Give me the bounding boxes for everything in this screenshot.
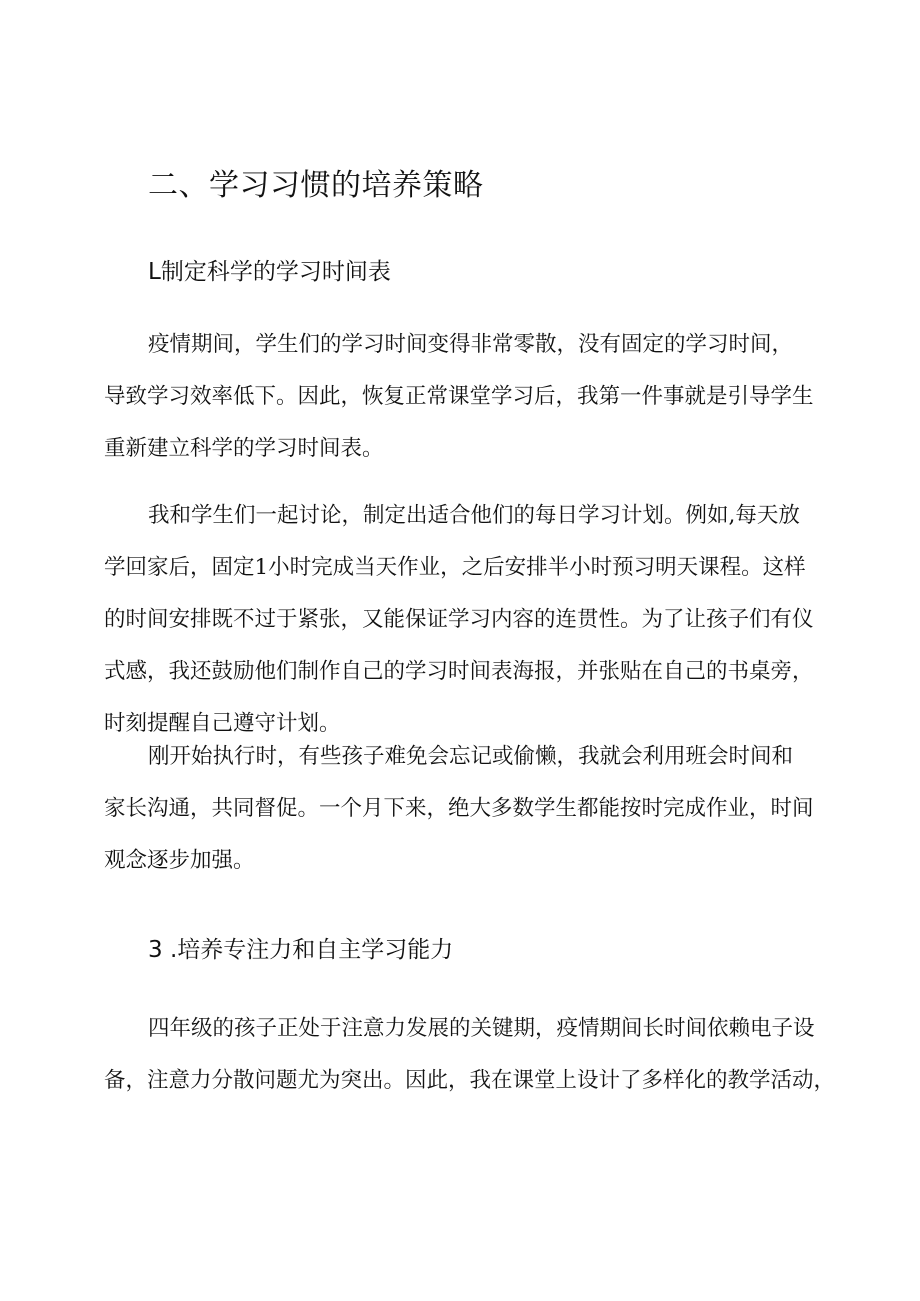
paragraph — [104, 490, 824, 750]
subsection-heading-1: L制定科学的学习时间表 — [148, 259, 391, 285]
paragraph-line: 家长沟通，共同督促。一个月下来，绝大多数学生都能按时完成作业，时间 — [104, 796, 814, 821]
paragraph-line: 备，注意力分散问题尤为突出。因此，我在课堂上设计了多样化的教学活动， — [104, 1068, 836, 1093]
paragraph-line: 刚开始执行时，有些孩子难免会忘记或偷懒，我就会利用班会时间和 — [148, 744, 794, 769]
paragraph — [104, 731, 824, 887]
paragraph-line: 式感，我还鼓励他们制作自己的学习时间表海报，并张贴在自己的书桌旁， — [104, 659, 814, 684]
subsection-heading-2: 3 .培养专注力和自主学习能力 — [148, 937, 454, 963]
paragraph-line: 时刻提醒自己遵守计划。 — [104, 711, 341, 736]
paragraph-line: 四年级的孩子正处于注意力发展的关键期，疫情期间长时间依赖电子设 — [148, 1016, 815, 1041]
paragraph-line: 观念逐步加强。 — [104, 848, 255, 873]
paragraph-line: 疫情期间，学生们的学习时间变得非常零散，没有固定的学习时间， — [148, 332, 794, 357]
paragraph — [104, 319, 824, 475]
paragraph-line: 重新建立科学的学习时间表。 — [104, 436, 384, 461]
paragraph-line: 学回家后，固定1小时完成当天作业，之后安排半小时预习明天课程。这样 — [104, 555, 806, 580]
paragraph-line: 的时间安排既不过于紧张，又能保证学习内容的连贯性。为了让孩子们有仪 — [104, 607, 814, 632]
paragraph-line: 我和学生们一起讨论，制定出适合他们的每日学习计划。例如,每天放 — [148, 503, 800, 528]
paragraph-line: 导致学习效率低下。因此，恢复正常课堂学习后，我第一件事就是引导学生 — [104, 384, 814, 409]
section-title: 二、学习习惯的培养策略 — [148, 168, 484, 203]
paragraph — [104, 1003, 836, 1107]
